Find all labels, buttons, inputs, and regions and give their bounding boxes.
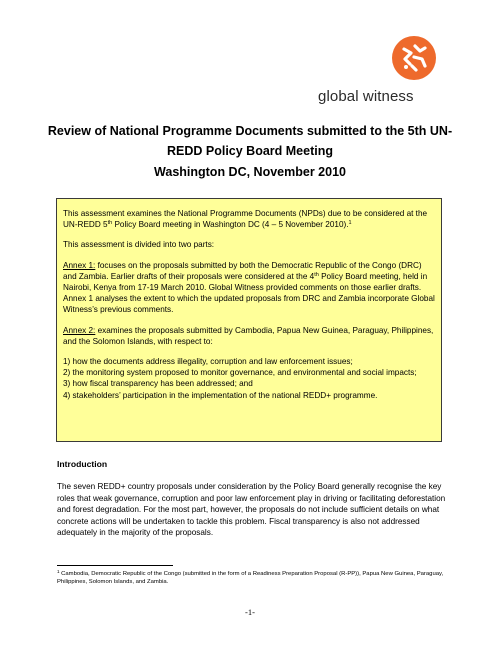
introduction-heading: Introduction: [57, 459, 108, 469]
footnote-reference: 1: [348, 220, 352, 227]
page-number: -1-: [245, 607, 255, 617]
list-item: 3) how fiscal transparency has been addressed; and: [63, 379, 253, 389]
introduction-text: The seven REDD+ country proposals under consideration by the Policy Board generally recognise the key roles that weak governance, corruption and poor law enforcement play in driving or facilitating deforestation and forest degradation. For the most part, however, the proposals do not include sufficient details on what concrete actions will be undertaken to tackle this problem. Fiscal transparency is also not addressed adequately in the majority of the proposals.: [57, 482, 446, 538]
list-item: 2) the monitoring system proposed to monitor governance, and environmental and social impacts;: [63, 368, 417, 378]
list-item: 1) how the documents address illegality, corruption and law enforcement issues;: [63, 357, 353, 367]
annex-2-paragraph: Annex 2: examines the proposals submitted by Cambodia, Papua New Guinea, Paraguay, Philippines, and the Solomon Islands, with respect to:: [63, 325, 434, 346]
criteria-list: [63, 356, 435, 401]
summary-box: [56, 198, 442, 442]
document-title: [40, 121, 460, 161]
brand-name: global witness: [318, 88, 414, 105]
global-witness-logo-icon: [392, 36, 436, 80]
summary-paragraph-2: This assessment is divided into two parts:: [63, 240, 215, 250]
annex-2-label: Annex 2:: [63, 325, 96, 335]
summary-paragraph-1: This assessment examines the National Programme Documents (NPDs) due to be considered at the UN-REDD 5th Policy Board meeting in Washington DC (4 – 5 November 2010).$^1$: [63, 209, 428, 230]
footnote-divider: [57, 565, 173, 566]
annex-1-paragraph: Annex 1: focuses on the proposals submitted by both the Democratic Republic of the Congo (DRC) and Zambia. Earlier drafts of their proposals were considered at the 4th Policy Board meeting, held in Nairobi, Kenya from 17-19 March 2010. Global Witness provided comments on those earlier drafts. Annex 1 analyses the extent to which the updated proposals from DRC and Zambia incorporate Global Witness’s previous comments.: [63, 260, 435, 315]
document-subtitle: Washington DC, November 2010: [154, 165, 346, 179]
footnote: $^1$ Cambodia, Democratic Republic of the Congo (submitted in the form of a Readiness Preparation Proposal (R-PP)), Papua New Guinea, Paraguay, Philippines, Solomon Islands, and Zambia.: [57, 569, 444, 586]
annex-1-label: Annex 1:: [63, 260, 96, 270]
title-line-2: REDD Policy Board Meeting: [167, 144, 333, 158]
title-line-1: Review of National Programme Documents submitted to the 5th UN-: [47, 124, 453, 138]
list-item: 4) stakeholders’ participation in the implementation of the national REDD+ programme.: [63, 390, 378, 400]
